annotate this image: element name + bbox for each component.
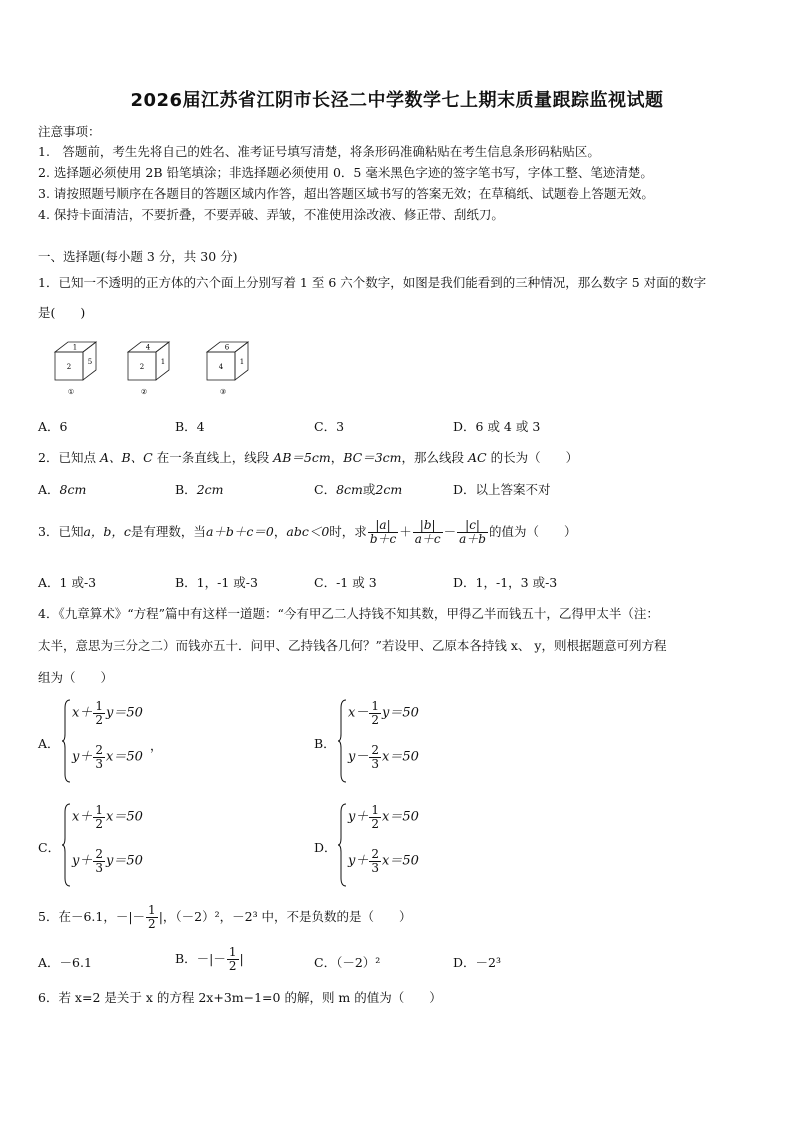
q2-option-a-label: A．: [38, 482, 60, 497]
eq-fraction-num: 2: [371, 847, 379, 861]
eq-fraction: [93, 744, 105, 770]
q5-option-b-post: |: [239, 951, 244, 966]
q2-option-b-value: 2cm: [196, 482, 224, 497]
eq-part: x－: [348, 705, 369, 721]
eq-fraction-den: 2: [95, 712, 103, 727]
eq-fraction-num: 1: [371, 803, 379, 817]
brace-icon: [338, 802, 348, 888]
question-1-text-cont: 是( ): [38, 305, 86, 320]
eq-fraction-den: 3: [95, 756, 103, 771]
cube-3-top: 6: [224, 343, 230, 352]
q4-option-c-label[interactable]: C．: [38, 840, 61, 855]
q3-fraction-3: [457, 519, 488, 545]
q2-option-c-label: C．: [314, 482, 337, 497]
q4-c-eq-2: [72, 848, 143, 874]
cube-1-caption: ①: [67, 388, 75, 396]
cube-2-side: 1: [160, 358, 166, 366]
eq-fraction: [93, 848, 105, 874]
eq-fraction-den: 2: [371, 816, 379, 831]
q2-option-c-or: 或: [362, 482, 376, 497]
question-3-text: [38, 512, 577, 552]
q2-option-b[interactable]: [175, 480, 224, 498]
q3-fraction-1: [368, 519, 398, 545]
cube-1-side: 5: [87, 358, 93, 366]
eq-part: y＝50: [381, 705, 419, 721]
q4-option-d-system[interactable]: [338, 802, 448, 888]
q2-points: A、B、C: [99, 450, 153, 465]
brace-icon: [62, 802, 72, 888]
question-4-text-cont: 太半，意思为三分之二）而钱亦五十．问甲、乙持钱各几何？”若设甲、乙原本各持钱 x、 y，则根据题意可列方程: [38, 638, 667, 653]
cube-3: [207, 342, 248, 396]
q4-d-eq-1: [348, 804, 419, 830]
q3-end: 的值为（ ）: [488, 524, 577, 539]
q5-fraction-num: 1: [148, 903, 156, 918]
eq-fraction: [369, 700, 381, 726]
q4-b-eq-1: [348, 700, 419, 726]
q2-option-c-value-2: 2cm: [375, 482, 403, 497]
exam-title: 2026届江苏省江阴市长泾二中学数学七上期末质量跟踪监视试题: [130, 90, 664, 111]
q4-option-b-system[interactable]: [338, 698, 448, 784]
brace-icon: [62, 698, 72, 784]
cube-2: [128, 342, 169, 396]
q3-pre: 3．已知: [38, 524, 84, 539]
q4-option-a-label[interactable]: A．: [38, 736, 60, 751]
cube-3-side: 1: [239, 358, 245, 366]
q2-mid: 在一条直线上，线段: [152, 450, 274, 465]
eq-part: x＝50: [382, 749, 419, 765]
q5-option-c[interactable]: C．（－2）²: [314, 955, 381, 970]
q5-post: |，（－2）²，－2³ 中，不是负数的是（ ）: [158, 909, 412, 924]
eq-part: x＝50: [105, 809, 143, 825]
question-4-text-end: 组为（ ）: [38, 670, 114, 685]
q5-option-b-pre: B．－|－: [175, 951, 226, 966]
eq-fraction-num: 1: [371, 699, 379, 713]
q2-end: 的长为（ ）: [486, 450, 579, 465]
q2-post: ，那么线段: [401, 450, 468, 465]
q5-option-b[interactable]: [175, 942, 244, 976]
q3-fraction-2-den: a＋c: [414, 532, 441, 546]
q1-option-d[interactable]: D．6 或 4 或 3: [453, 419, 541, 434]
eq-part: y＋: [348, 853, 369, 869]
eq-fraction: [93, 804, 105, 830]
q3-fraction-2-num: |b|: [413, 519, 443, 533]
eq-fraction-num: 1: [95, 699, 103, 713]
notice-item: 3. 请按照题号顺序在各题目的答题区域内作答，超出答题区域书写的答案无效；在草稿纸、试题卷上答题无效。: [38, 186, 654, 201]
eq-fraction: [93, 700, 105, 726]
q3-option-b[interactable]: B．1，-1 或-3: [175, 575, 258, 590]
q1-option-c[interactable]: C．3: [314, 419, 345, 434]
eq-fraction-num: 2: [95, 847, 103, 861]
eq-fraction: [369, 744, 381, 770]
q4-d-eq-2: [348, 848, 419, 874]
eq-fraction-num: 1: [95, 803, 103, 817]
eq-part: x＝50: [106, 749, 143, 765]
question-1-text: 1．已知一不透明的正方体的六个面上分别写着 1 至 6 六个数字，如图是我们能看到的三种情况，那么数字 5 对面的数字: [38, 275, 707, 290]
q2-segment-ab: AB＝5cm: [273, 450, 331, 465]
question-4-text: 4．《九章算术》“方程”篇中有这样一道题：“今有甲乙二人持钱不知其数，甲得乙半而钱五十，乙得甲太半（注：: [38, 606, 659, 621]
q4-a-eq-1: [72, 700, 143, 726]
eq-part: y＝50: [106, 853, 143, 869]
q5-fraction-den: 2: [148, 917, 156, 931]
eq-part: x＝50: [382, 809, 419, 825]
q3-plus: ＋: [399, 524, 412, 539]
cube-1-top: 1: [72, 343, 78, 352]
eq-part: y＋: [72, 749, 93, 765]
q2-option-c[interactable]: [314, 480, 402, 498]
q4-option-a-tail: ，: [150, 738, 163, 753]
q5-option-b-fraction: [227, 946, 239, 972]
notice-item: 4. 保持卡面清洁，不要折叠，不要弄破、弄皱，不准使用涂改液、修正带、刮纸刀。: [38, 207, 504, 222]
notice-item: 2. 选择题必须使用 2B 铅笔填涂；非选择题必须使用 0．5 毫米黑色字迹的签字笔书写，字体工整、笔迹清楚。: [38, 165, 653, 180]
cube-3-caption: ③: [219, 388, 227, 396]
eq-fraction-num: 2: [95, 743, 103, 757]
eq-fraction-den: 2: [371, 712, 379, 727]
eq-part: x＋: [72, 705, 93, 721]
q3-condition-product: abc＜0: [286, 524, 330, 539]
q1-option-b[interactable]: B．4: [175, 419, 205, 434]
eq-part: y－: [348, 749, 369, 765]
q3-mid: 是有理数，当: [130, 524, 206, 539]
q2-option-d[interactable]: D．以上答案不对: [453, 482, 551, 497]
q3-option-d[interactable]: D．1，-1，3 或-3: [453, 575, 558, 590]
eq-part: y＝50: [105, 705, 143, 721]
q5-option-b-fraction-num: 1: [228, 945, 237, 960]
cube-1: [55, 342, 96, 396]
q4-b-eq-2: [348, 744, 419, 770]
q3-vars: a，b，c: [83, 524, 131, 539]
cube-1-front: 2: [66, 363, 72, 371]
eq-part: x＝50: [382, 853, 419, 869]
q3-sep: ，: [273, 524, 287, 539]
q2-option-a[interactable]: [38, 480, 86, 498]
eq-fraction-den: 3: [371, 860, 379, 875]
eq-part: y＋: [72, 853, 93, 869]
q3-condition-sum: a＋b＋c＝0: [205, 524, 274, 539]
q1-option-a[interactable]: A．6: [38, 419, 68, 434]
eq-fraction-den: 3: [371, 756, 379, 771]
eq-fraction-den: 2: [95, 816, 103, 831]
notice-heading: 注意事项：: [38, 124, 101, 139]
eq-part: x＋: [72, 809, 93, 825]
cube-2-front: 2: [139, 363, 145, 371]
notice-item: 1. 答题前，考生先将自己的姓名、准考证号填写清楚，将条形码准确粘贴在考生信息条形码粘贴区。: [38, 144, 600, 159]
q3-minus: －: [443, 524, 457, 539]
q3-option-c[interactable]: C．-1 或 3: [314, 575, 377, 590]
question-5-text: [38, 900, 412, 934]
q3-option-a[interactable]: A．1 或-3: [38, 575, 97, 590]
eq-fraction: [369, 804, 381, 830]
q2-option-a-value: 8cm: [59, 482, 87, 497]
q3-fraction-3-num: |c|: [457, 519, 488, 533]
q3-fraction-1-num: |a|: [368, 519, 398, 533]
eq-part: y＋: [348, 809, 369, 825]
q3-ask: 时，求: [329, 524, 367, 539]
cube-3-front: 4: [218, 363, 224, 371]
eq-fraction: [369, 848, 381, 874]
q3-fraction-3-den: a＋b: [459, 532, 486, 546]
cube-2-top: 4: [145, 343, 151, 352]
q2-sep: ，: [330, 450, 344, 465]
q2-pre: 2．已知点: [38, 450, 100, 465]
q4-a-eq-2: [72, 744, 143, 770]
q5-option-b-fraction-den: 2: [228, 959, 237, 973]
q5-fraction: [146, 904, 158, 930]
eq-fraction-num: 2: [371, 743, 379, 757]
q4-option-c-system[interactable]: [62, 802, 172, 888]
q3-fraction-1-den: b＋c: [369, 532, 397, 546]
cube-2-caption: ②: [140, 388, 148, 396]
cube-figures: [50, 336, 280, 400]
q4-c-eq-1: [72, 804, 143, 830]
section-heading: 一、选择题(每小题 3 分，共 30 分): [38, 249, 238, 264]
q2-option-b-label: B．: [175, 482, 197, 497]
q5-pre: 5．在－6.1，－|－: [38, 909, 146, 924]
question-2-text: [38, 448, 578, 466]
q2-segment-bc: BC＝3cm: [343, 450, 402, 465]
q3-fraction-2: [413, 519, 443, 545]
q5-option-a[interactable]: A．－6.1: [38, 955, 92, 970]
q4-option-d-label[interactable]: D．: [314, 840, 337, 855]
brace-icon: [338, 698, 348, 784]
q2-option-c-value-1: 8cm: [336, 482, 363, 497]
question-6-text: 6．若 x=2 是关于 x 的方程 2x+3m−1=0 的解，则 m 的值为（ ）: [38, 990, 442, 1005]
eq-fraction-den: 3: [95, 860, 103, 875]
q4-option-b-label[interactable]: B．: [314, 736, 336, 751]
q2-segment-ac: AC: [468, 450, 487, 465]
q5-option-d[interactable]: D．－2³: [453, 955, 501, 970]
